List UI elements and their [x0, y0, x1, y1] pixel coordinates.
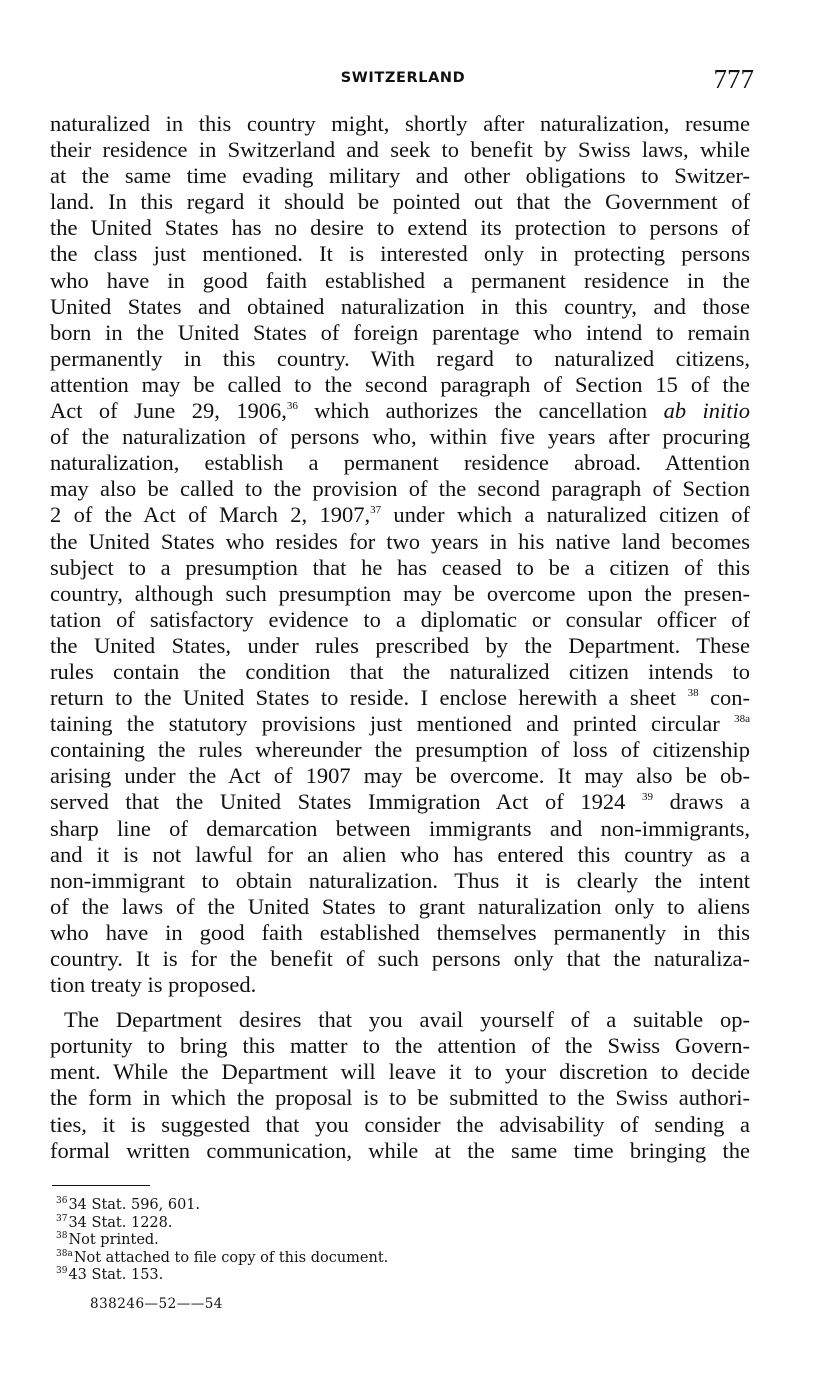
- footnote-mark: 39: [56, 1266, 68, 1276]
- paragraph-1: [50, 111, 750, 998]
- text-line: country, although such presumption may be overcome upon the presen-: [50, 580, 750, 606]
- text-line: land. In this regard it should be pointed out that the Government of: [50, 189, 750, 215]
- footnote: [56, 1267, 556, 1285]
- paragraph-2: [50, 1007, 750, 1164]
- text-line: the United States who resides for two years in his native land becomes: [50, 528, 750, 554]
- footnote-divider: [52, 1185, 150, 1186]
- text-line: arising under the Act of 1907 may be overcome. It may also be ob-: [50, 763, 750, 789]
- text-line: tion treaty is proposed.: [50, 972, 257, 998]
- text-line: United States and obtained naturalization in this country, and those: [50, 293, 750, 319]
- paragraph-gap: [50, 998, 750, 1007]
- text-line: the form in which the proposal is to be submitted to the Swiss authori-: [50, 1085, 750, 1111]
- text-line: non-immigrant to obtain naturalization. Thus it is clearly the intent: [50, 867, 750, 893]
- text-line: who have in good faith established a permanent residence in the: [50, 267, 750, 293]
- text-line: may also be called to the provision of the second paragraph of Section: [50, 476, 750, 502]
- text-run: which authorizes the cancellation: [297, 398, 664, 424]
- footnote-ref-36: 36: [286, 400, 298, 413]
- text-line: the United States has no desire to extend its protection to persons of: [50, 215, 750, 241]
- text-line: their residence in Switzerland and seek to benefit by Swiss laws, while: [50, 137, 750, 163]
- text-run: taining the statutory provisions just mentioned and printed circular: [50, 711, 735, 737]
- text-line: of the naturalization of persons who, within five years after procuring: [50, 424, 750, 450]
- footnote-ref-39: 39: [642, 791, 654, 804]
- footnote-mark: 38a: [56, 1248, 73, 1259]
- text-line: [50, 711, 750, 737]
- text-line: of the laws of the United States to grant naturalization only to aliens: [50, 893, 750, 919]
- text-line: [50, 685, 750, 711]
- text-line: at the same time evading military and other obligations to Switzer-: [50, 163, 750, 189]
- text-line: permanently in this country. With regard to naturalized citizens,: [50, 345, 750, 371]
- text-line: born in the United States of foreign parentage who intend to remain: [50, 319, 750, 345]
- printer-code: 838246—52——54: [90, 1296, 223, 1312]
- footnote: [56, 1197, 556, 1215]
- text-line: [50, 398, 750, 424]
- footnote-mark: 36: [56, 1196, 68, 1206]
- text-run: Act of June 29, 1906,: [50, 398, 287, 424]
- text-line: rules contain the condition that the naturalized citizen intends to: [50, 658, 750, 684]
- footnote: [56, 1232, 556, 1250]
- text-line: who have in good faith established themselves permanently in this: [50, 919, 750, 945]
- text-run: con-: [698, 685, 750, 711]
- text-run: 2 of the Act of March 2, 1907,: [50, 502, 371, 528]
- footnote-text: 34 Stat. 596, 601.: [68, 1197, 201, 1213]
- text-line: ment. While the Department will leave it to your discretion to decide: [50, 1059, 750, 1085]
- footnote-mark: 38: [56, 1231, 68, 1241]
- text-line: [50, 789, 750, 815]
- page-header: [50, 64, 756, 98]
- footnote-text: 34 Stat. 1228.: [68, 1214, 173, 1231]
- footnotes: [56, 1197, 556, 1285]
- text-line: ties, it is suggested that you consider the advisability of sending a: [50, 1111, 750, 1137]
- text-line: sharp line of demarcation between immigrants and non-immigrants,: [50, 815, 750, 841]
- footnote: [56, 1215, 556, 1233]
- footnote-ref-38: 38: [687, 687, 699, 700]
- text-line: tation of satisfactory evidence to a diplomatic or consular officer of: [50, 606, 750, 632]
- text-line: [50, 502, 750, 528]
- text-run: served that the United States Immigration Act of 1924: [50, 789, 643, 815]
- text-line: naturalization, establish a permanent residence abroad. Attention: [50, 450, 750, 476]
- text-line: and it is not lawful for an alien who has entered this country as a: [50, 841, 750, 867]
- text-line: subject to a presumption that he has ceased to be a citizen of this: [50, 554, 750, 580]
- footnote: [56, 1250, 556, 1268]
- text-run: return to the United States to reside. I enclose herewith a sheet: [50, 685, 688, 711]
- text-line: The Department desires that you avail yourself of a suitable op-: [64, 1007, 750, 1033]
- text-line: portunity to bring this matter to the attention of the Swiss Govern-: [50, 1033, 750, 1059]
- text-line: the United States, under rules prescribed by the Department. These: [50, 632, 750, 658]
- footnote-mark: 37: [56, 1213, 68, 1224]
- footnote-text: Not printed.: [68, 1232, 159, 1248]
- body-text: [50, 111, 750, 1164]
- text-run: under which a naturalized citizen of: [381, 502, 750, 528]
- page-number: 777: [713, 64, 754, 94]
- footnote-text: Not attached to file copy of this document.: [73, 1249, 389, 1266]
- text-line: country. It is for the benefit of such persons only that the naturaliza-: [50, 946, 750, 971]
- italic-phrase: ab initio: [663, 398, 750, 424]
- text-line: formal written communication, while at the same time bringing the: [50, 1137, 750, 1163]
- text-run: draws a: [653, 789, 750, 815]
- footnote-ref-38a: 38a: [734, 713, 750, 726]
- text-line: attention may be called to the second paragraph of Section 15 of the: [50, 371, 750, 397]
- text-line: naturalized in this country might, shortly after naturalization, resume: [50, 111, 750, 136]
- text-line: containing the rules whereunder the presumption of loss of citizenship: [50, 737, 750, 763]
- footnote-ref-37: 37: [370, 504, 382, 517]
- footnote-text: 43 Stat. 153.: [68, 1267, 164, 1283]
- text-line: the class just mentioned. It is interested only in protecting persons: [50, 241, 750, 267]
- running-head: SWITZERLAND: [340, 70, 466, 86]
